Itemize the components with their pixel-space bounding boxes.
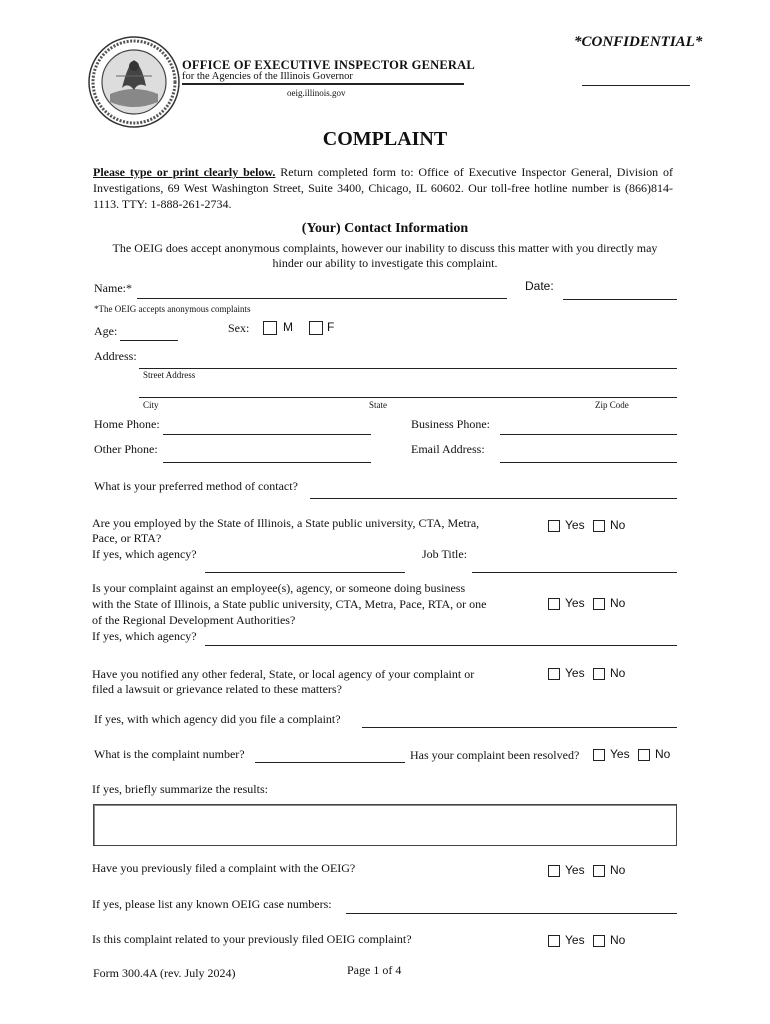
against-question-line2: with the State of Illinois, a State public university, CTA, Metra, Pace, RTA, or one (92, 597, 487, 611)
business-phone-label: Business Phone: (411, 417, 491, 431)
sex-m-label: M (283, 320, 293, 334)
anonymous-note-2: hinder our ability to investigate this complaint. (272, 256, 498, 270)
notified-yes-label: Yes (565, 666, 585, 680)
notified-question-line2: filed a lawsuit or grievance related to these matters? (92, 682, 342, 696)
case-numbers-label: If yes, please list any known OEIG case numbers: (92, 897, 332, 911)
anonymous-complaint-note: *The OEIG accepts anonymous complaints (94, 304, 251, 314)
resolved-no-checkbox[interactable] (638, 749, 650, 761)
email-field[interactable] (500, 462, 677, 463)
form-number: Form 300.4A (rev. July 2024) (93, 966, 236, 980)
other-phone-label: Other Phone: (94, 442, 158, 456)
resolved-no-label: No (655, 747, 671, 761)
zip-code-label: Zip Code (595, 400, 629, 410)
against-agency-field[interactable] (205, 645, 677, 646)
related-no-checkbox[interactable] (593, 935, 605, 947)
previous-complaint-label: Have you previously filed a complaint with the OEIG? (92, 861, 356, 875)
website: oeig.illinois.gov (287, 88, 346, 98)
notified-yes-checkbox[interactable] (548, 668, 560, 680)
name-label: Name:* (94, 281, 132, 295)
against-yes-checkbox[interactable] (548, 598, 560, 610)
summary-label: If yes, briefly summarize the results: (92, 782, 268, 796)
previous-no-checkbox[interactable] (593, 865, 605, 877)
notified-agency-label: If yes, with which agency did you file a complaint? (94, 712, 341, 726)
employed-question-line2: Pace, or RTA? (92, 531, 162, 545)
against-question-line1: Is your complaint against an employee(s), agency, or someone doing business (92, 581, 466, 595)
anonymous-note-1: The OEIG does accept anonymous complaints, however our inability to discuss this matter with you directly may (112, 241, 658, 255)
confidential-label: *CONFIDENTIAL* (574, 34, 703, 50)
employed-yes-checkbox[interactable] (548, 520, 560, 532)
employed-no-checkbox[interactable] (593, 520, 605, 532)
name-field[interactable] (137, 298, 507, 299)
previous-no-label: No (610, 863, 626, 877)
related-yes-label: Yes (565, 933, 585, 947)
employed-yes-label: Yes (565, 518, 585, 532)
date-field[interactable] (563, 299, 677, 300)
notified-agency-field[interactable] (362, 727, 677, 728)
date-label: Date: (525, 279, 554, 293)
previous-yes-label: Yes (565, 863, 585, 877)
intro-paragraph (93, 164, 673, 212)
employed-no-label: No (610, 518, 626, 532)
sex-label: Sex: (228, 321, 250, 335)
preferred-contact-label: What is your preferred method of contact? (94, 479, 298, 493)
street-address-label: Street Address (143, 370, 196, 380)
resolved-yes-label: Yes (610, 747, 630, 761)
sex-m-checkbox[interactable] (263, 321, 277, 335)
job-title-field[interactable] (472, 572, 677, 573)
sex-f-label: F (327, 320, 335, 334)
address-label: Address: (94, 349, 137, 363)
job-title-label: Job Title: (422, 547, 468, 561)
page-title: COMPLAINT (322, 128, 448, 150)
against-agency-label: If yes, which agency? (92, 629, 197, 643)
age-label: Age: (94, 324, 118, 338)
notified-no-label: No (610, 666, 626, 680)
resolved-label: Has your complaint been resolved? (410, 748, 580, 762)
office-name: OFFICE OF EXECUTIVE INSPECTOR GENERAL (182, 58, 475, 72)
sex-f-checkbox[interactable] (309, 321, 323, 335)
age-field[interactable] (120, 340, 178, 341)
employed-question-line1: Are you employed by the State of Illinois, a State public university, CTA, Metra, (92, 516, 480, 530)
street-address-field[interactable] (139, 368, 677, 369)
against-no-label: No (610, 596, 626, 610)
state-label: State (369, 400, 387, 410)
city-state-zip-field[interactable] (139, 397, 677, 398)
summary-textarea[interactable] (93, 804, 677, 846)
against-no-checkbox[interactable] (593, 598, 605, 610)
illinois-seal-logo (88, 36, 180, 128)
preferred-contact-field[interactable] (310, 498, 677, 499)
business-phone-field[interactable] (500, 434, 677, 435)
previous-yes-checkbox[interactable] (548, 865, 560, 877)
related-no-label: No (610, 933, 626, 947)
header-rule (182, 83, 464, 85)
page-number: Page 1 of 4 (347, 963, 402, 977)
resolved-yes-checkbox[interactable] (593, 749, 605, 761)
city-label: City (143, 400, 159, 410)
notified-no-checkbox[interactable] (593, 668, 605, 680)
case-numbers-field[interactable] (346, 913, 677, 914)
email-label: Email Address: (411, 442, 485, 456)
home-phone-label: Home Phone: (94, 417, 160, 431)
employed-agency-field[interactable] (205, 572, 405, 573)
intro-bold: Please type or print clearly below. (93, 165, 276, 179)
contact-heading: (Your) Contact Information (301, 221, 469, 236)
office-subtitle: for the Agencies of the Illinois Governor (182, 71, 353, 82)
notified-question-line1: Have you notified any other federal, State, or local agency of your complaint or (92, 667, 475, 681)
other-phone-field[interactable] (163, 462, 371, 463)
against-yes-label: Yes (565, 596, 585, 610)
confidential-line (582, 85, 690, 86)
complaint-number-field[interactable] (255, 762, 405, 763)
home-phone-field[interactable] (163, 434, 371, 435)
employed-agency-label: If yes, which agency? (92, 547, 197, 561)
related-yes-checkbox[interactable] (548, 935, 560, 947)
against-question-line3: of the Regional Development Authorities? (92, 613, 296, 627)
intro-text: Return completed form to: Office of Executive Inspector General, Division of Investigations, 69 West Washington Street, Suite 3400, Chicago, IL 60602. Our toll-free hotline number is (866)814-1113. TTY: 1-888-261-2734. (93, 165, 673, 211)
related-complaint-label: Is this complaint related to your previously filed OEIG complaint? (92, 932, 412, 946)
complaint-number-label: What is the complaint number? (94, 747, 245, 761)
